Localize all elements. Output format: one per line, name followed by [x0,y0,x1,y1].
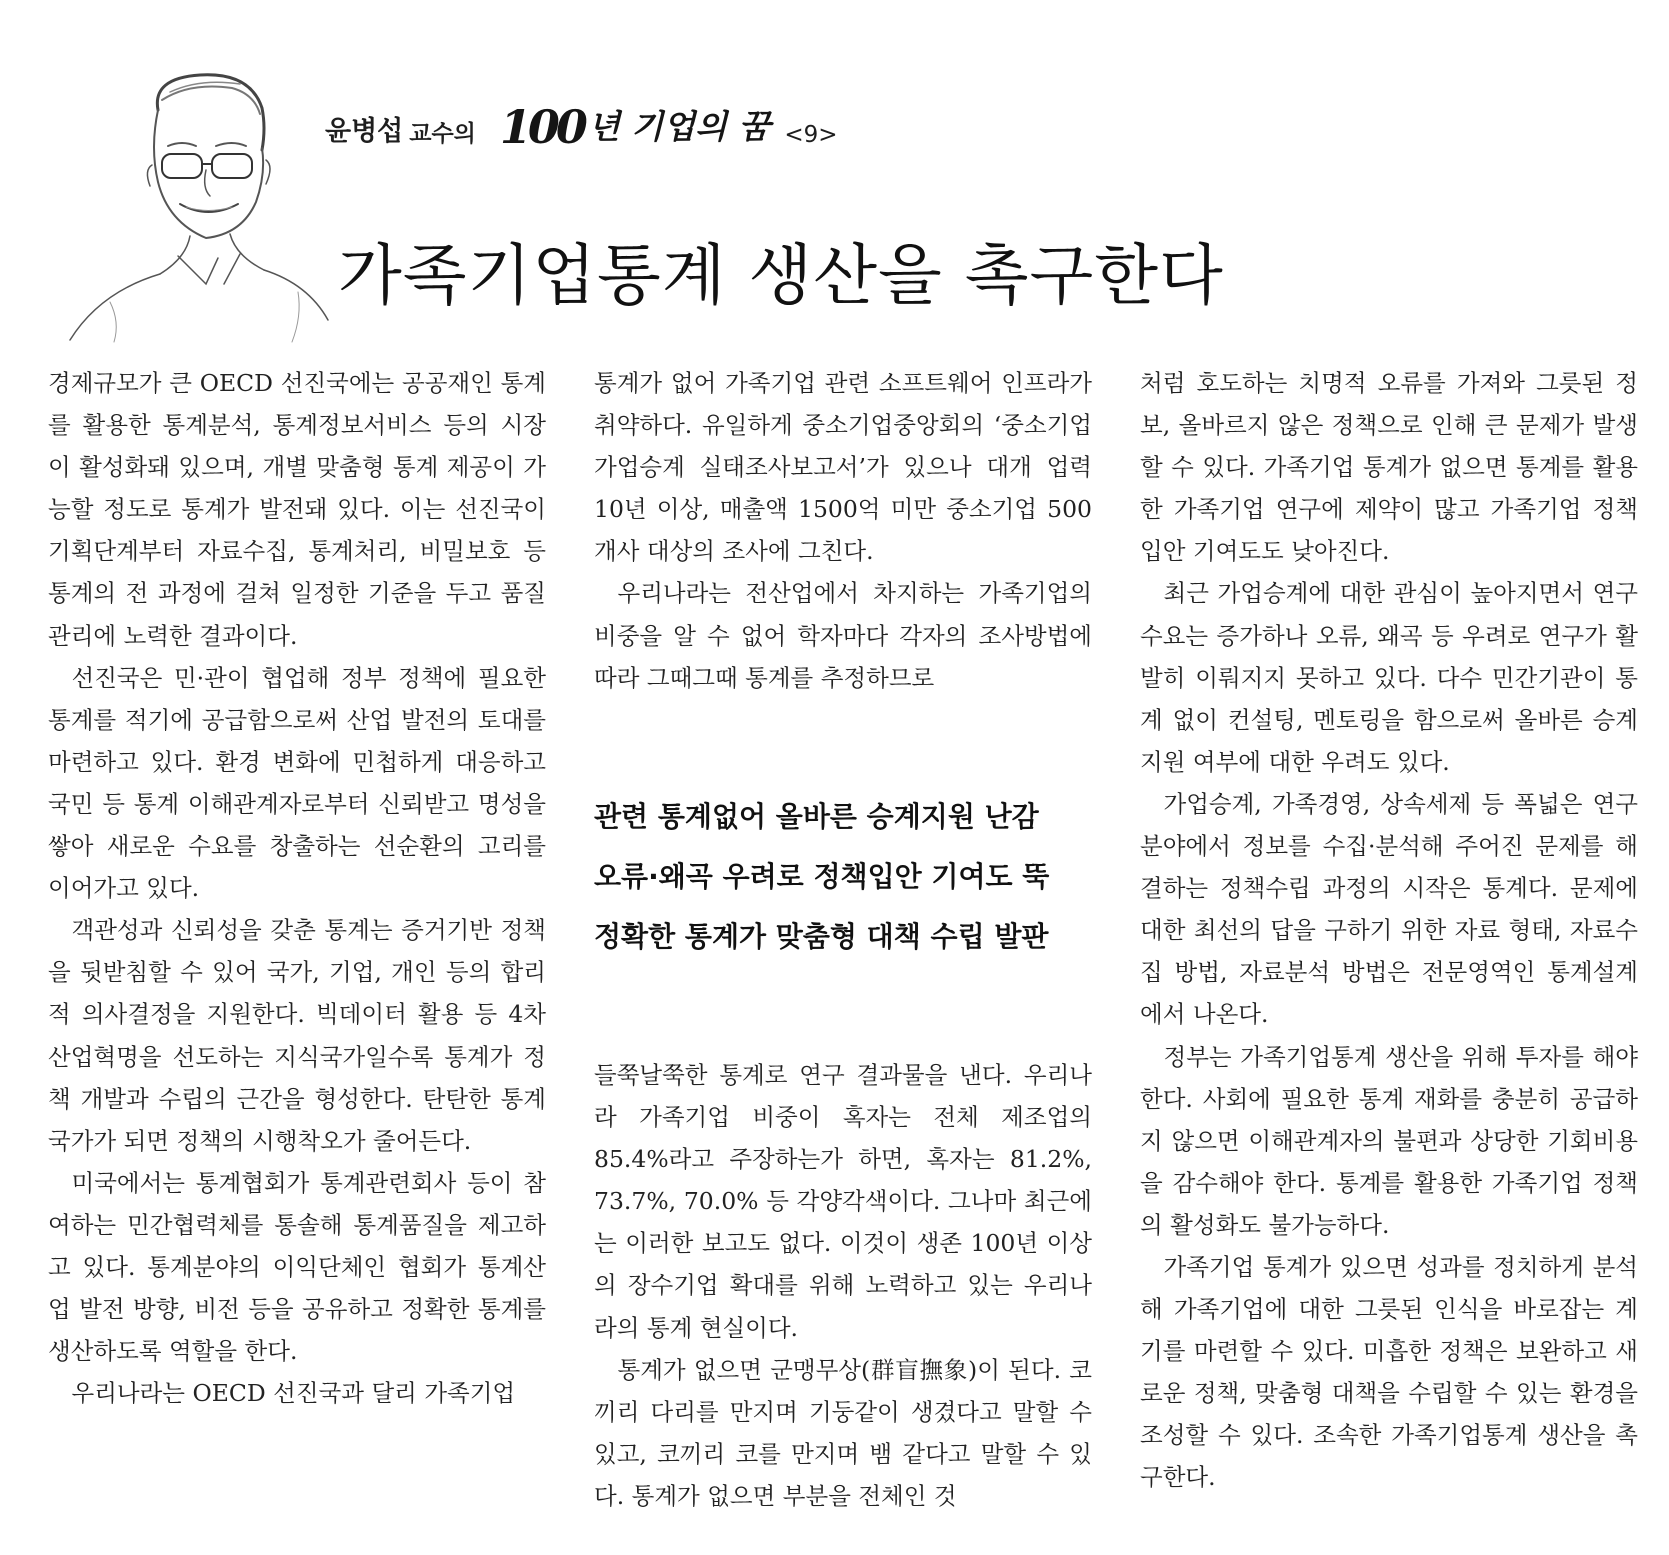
article-column-1 [48,362,546,1414]
subheadline-block [594,787,1092,967]
paragraph: 통계가 없어 가족기업 관련 소프트웨어 인프라가 취약하다. 유일하게 중소기업중앙회의 ‘중소기업 가업승계 실태조사보고서’가 있으나 대개 업력 10년 이상, 매출액 1500억 미만 중소기업 500개사 대상의 조사에 그친다. [594,369,1092,566]
article-column-2-top [594,362,1092,699]
series-issue-number: <9> [784,122,838,148]
paragraph: 경제규모가 큰 OECD 선진국에는 공공재인 통계를 활용한 통계분석, 통계정보서비스 등의 시장이 활성화돼 있으며, 개별 맞춤형 통계 제공이 가능할 정도로 통계가 발전돼 있다. 이는 선진국이 기획단계부터 자료수집, 통계처리, 비밀보호 등 통계의 전 과정에 걸쳐 일정한 기준을 두고 품질관리에 노력한 결과이다. [48,369,546,650]
paragraph: 객관성과 신뢰성을 갖춘 통계는 증거기반 정책을 뒷받침할 수 있어 국가, 기업, 개인 등의 합리적 의사결정을 지원한다. 빅데이터 활용 등 4차산업혁명을 선도하는 지식국가일수록 통계가 정책 개발과 수립의 근간을 형성한다. 탄탄한 통계국가가 되면 정책의 시행착오가 줄어든다. [48,916,546,1155]
author-name: 윤병섭 [325,116,404,147]
author-portrait [40,70,330,345]
column-series-title [325,100,838,154]
paragraph: 처럼 호도하는 치명적 오류를 가져와 그릇된 정보, 올바르지 않은 정책으로 인해 큰 문제가 발생할 수 있다. 가족기업 통계가 없으면 통계를 활용한 가족기업 연구에 제약이 많고 가족기업 정책 입안 기여도도 낮아진다. [1140,369,1638,566]
paragraph: 우리나라는 전산업에서 차지하는 가족기업의 비중을 알 수 없어 학자마다 각자의 조사방법에 따라 그때그때 통계를 추정하므로 [594,579,1092,692]
series-title: 년 기업의 꿈 [587,107,771,146]
author-title: 교수의 [409,121,476,147]
paragraph: 우리나라는 OECD 선진국과 달리 가족기업 [71,1379,516,1408]
series-number-logo: 100 [499,100,584,154]
subheadline: 관련 통계없어 올바른 승계지원 난감 [594,800,1039,833]
paragraph: 미국에서는 통계협회가 통계관련회사 등이 참여하는 민간협력체를 통솔해 통계품질을 제고하고 있다. 통계분야의 이익단체인 협회가 통계산업 발전 방향, 비전 등을 공유하고 정확한 통계를 생산하도록 역할을 한다. [48,1168,546,1366]
paragraph: 들쭉날쭉한 통계로 연구 결과물을 낸다. 우리나라 가족기업 비중이 혹자는 전체 제조업의 85.4%라고 주장하는가 하면, 혹자는 81.2%, 73.7%, 70.0% 등 각양각색이다. 그나마 최근에는 이러한 보고도 없다. 이것이 생존 100년 이상의 장수기업 확대를 위해 노력하고 있는 우리나라의 통계 현실이다. [594,1061,1092,1342]
paragraph: 정부는 가족기업통계 생산을 위해 투자를 해야 한다. 사회에 필요한 통계 재화를 충분히 공급하지 않으면 이해관계자의 불편과 상당한 기회비용을 감수해야 한다. 통계를 활용한 가족기업 정책의 활성화도 불가능하다. [1140,1042,1638,1239]
article-column-3 [1140,362,1638,1499]
paragraph: 가업승계, 가족경영, 상속세제 등 폭넓은 연구분야에서 정보를 수집·분석해 주어진 문제를 해결하는 정책수립 과정의 시작은 통계다. 문제에 대한 최선의 답을 구하기 위한 자료 형태, 자료수집 방법, 자료분석 방법은 전문영역인 통계설계에서 나온다. [1140,789,1638,1029]
paragraph: 가족기업 통계가 있으면 성과를 정치하게 분석해 가족기업에 대한 그릇된 인식을 바로잡는 계기를 마련할 수 있다. 미흡한 정책은 보완하고 새로운 정책, 맞춤형 대책을 수립할 수 있는 환경을 조성할 수 있다. 조속한 가족기업통계 생산을 촉구한다. [1140,1252,1638,1492]
article-headline: 가족기업통계 생산을 촉구한다 [338,237,1224,314]
paragraph: 최근 가업승계에 대한 관심이 높아지면서 연구수요는 증가하나 오류, 왜곡 등 우려로 연구가 활발히 이뤄지지 못하고 있다. 다수 민간기관이 통계 없이 컨설팅, 멘토링을 함으로써 올바른 승계지원 여부에 대한 우려도 있다. [1140,579,1638,776]
subheadline: 정확한 통계가 맞춤형 대책 수립 발판 [594,920,1049,953]
subheadline: 오류·왜곡 우려로 정책입안 기여도 뚝 [594,860,1050,893]
article-column-2-bottom [594,1054,1092,1517]
paragraph: 선진국은 민·관이 협업해 정부 정책에 필요한 통계를 적기에 공급함으로써 산업 발전의 토대를 마련하고 있다. 환경 변화에 민첩하게 대응하고 국민 등 통계 이해관계자로부터 신뢰받고 명성을 쌓아 새로운 수요를 창출하는 선순환의 고리를 이어가고 있다. [48,663,546,903]
paragraph: 통계가 없으면 군맹무상(群盲撫象)이 된다. 코끼리 다리를 만지며 기둥같이 생겼다고 말할 수 있고, 코끼리 코를 만지며 뱀 같다고 말할 수 있다. 통계가 없으면 부분을 전체인 것 [594,1355,1092,1510]
